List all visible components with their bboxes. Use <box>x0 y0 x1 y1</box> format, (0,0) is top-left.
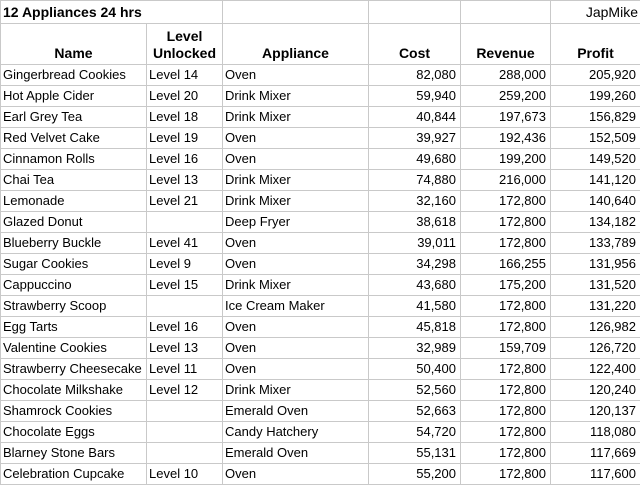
cell-level[interactable]: Level 14 <box>147 65 223 86</box>
header-profit[interactable]: Profit <box>551 24 640 65</box>
table-row <box>1 128 640 149</box>
header-cost[interactable]: Cost <box>369 24 461 65</box>
cell-appliance[interactable]: Emerald Oven <box>223 443 369 464</box>
cell-cost[interactable]: 52,560 <box>369 380 461 401</box>
cell-revenue[interactable]: 216,000 <box>461 170 551 191</box>
cell-cost[interactable]: 45,818 <box>369 317 461 338</box>
table-row <box>1 296 640 317</box>
table-row <box>1 170 640 191</box>
cell-level[interactable]: Level 9 <box>147 254 223 275</box>
header-level-line1: Level <box>167 28 203 44</box>
cell-cost[interactable]: 52,663 <box>369 401 461 422</box>
cell-cost[interactable]: 59,940 <box>369 86 461 107</box>
cell-level[interactable] <box>147 443 223 464</box>
cell-appliance[interactable]: Candy Hatchery <box>223 422 369 443</box>
cell-name[interactable]: Gingerbread Cookies <box>1 65 147 86</box>
cell-revenue[interactable]: 172,800 <box>461 359 551 380</box>
cell-level[interactable]: Level 11 <box>147 359 223 380</box>
table-row <box>1 254 640 275</box>
cell-level[interactable] <box>147 422 223 443</box>
cell-revenue[interactable]: 172,800 <box>461 191 551 212</box>
table-row <box>1 443 640 464</box>
cell-revenue[interactable]: 159,709 <box>461 338 551 359</box>
table-row <box>1 422 640 443</box>
cell-profit[interactable]: 126,982 <box>551 317 640 338</box>
cell-revenue[interactable]: 199,200 <box>461 149 551 170</box>
cell-level[interactable]: Level 13 <box>147 338 223 359</box>
header-appliance[interactable]: Appliance <box>223 24 369 65</box>
cell-level[interactable]: Level 15 <box>147 275 223 296</box>
cell-revenue[interactable]: 172,800 <box>461 422 551 443</box>
cell-appliance[interactable]: Drink Mixer <box>223 170 369 191</box>
cell-name[interactable]: Strawberry Scoop <box>1 296 147 317</box>
cell-cost[interactable]: 74,880 <box>369 170 461 191</box>
cell-appliance[interactable]: Emerald Oven <box>223 401 369 422</box>
empty-cell[interactable] <box>369 1 461 24</box>
cell-name[interactable]: Valentine Cookies <box>1 338 147 359</box>
cell-level[interactable]: Level 21 <box>147 191 223 212</box>
cell-revenue[interactable]: 288,000 <box>461 65 551 86</box>
cell-cost[interactable]: 32,989 <box>369 338 461 359</box>
cell-revenue[interactable]: 172,800 <box>461 401 551 422</box>
cell-name[interactable]: Celebration Cupcake <box>1 464 147 485</box>
cell-profit[interactable]: 140,640 <box>551 191 640 212</box>
cell-profit[interactable]: 120,137 <box>551 401 640 422</box>
cell-cost[interactable]: 40,844 <box>369 107 461 128</box>
cell-profit[interactable]: 156,829 <box>551 107 640 128</box>
cell-name[interactable]: Chocolate Eggs <box>1 422 147 443</box>
cell-name[interactable]: Cinnamon Rolls <box>1 149 147 170</box>
cell-profit[interactable]: 122,400 <box>551 359 640 380</box>
cell-name[interactable]: Chai Tea <box>1 170 147 191</box>
table-row <box>1 275 640 296</box>
cell-name[interactable]: Glazed Donut <box>1 212 147 233</box>
cell-revenue[interactable]: 192,436 <box>461 128 551 149</box>
cell-appliance[interactable]: Drink Mixer <box>223 275 369 296</box>
cell-appliance[interactable]: Drink Mixer <box>223 380 369 401</box>
cell-appliance[interactable]: Oven <box>223 149 369 170</box>
cell-name[interactable]: Earl Grey Tea <box>1 107 147 128</box>
table-row <box>1 338 640 359</box>
cell-level[interactable]: Level 12 <box>147 380 223 401</box>
cell-profit[interactable]: 131,520 <box>551 275 640 296</box>
cell-revenue[interactable]: 172,800 <box>461 296 551 317</box>
cell-cost[interactable]: 41,580 <box>369 296 461 317</box>
cell-appliance[interactable]: Oven <box>223 128 369 149</box>
cell-name[interactable]: Blueberry Buckle <box>1 233 147 254</box>
cell-revenue[interactable]: 172,800 <box>461 443 551 464</box>
cell-cost[interactable]: 32,160 <box>369 191 461 212</box>
cell-cost[interactable]: 39,927 <box>369 128 461 149</box>
cell-name[interactable]: Strawberry Cheesecake <box>1 359 147 380</box>
table-row <box>1 149 640 170</box>
cell-name[interactable]: Hot Apple Cider <box>1 86 147 107</box>
cell-revenue[interactable]: 166,255 <box>461 254 551 275</box>
cell-revenue[interactable]: 172,800 <box>461 464 551 485</box>
cell-appliance[interactable]: Oven <box>223 359 369 380</box>
table-row <box>1 191 640 212</box>
header-row <box>1 24 640 65</box>
cell-level[interactable]: Level 10 <box>147 464 223 485</box>
cell-name[interactable]: Blarney Stone Bars <box>1 443 147 464</box>
cell-profit[interactable]: 205,920 <box>551 65 640 86</box>
cell-cost[interactable]: 38,618 <box>369 212 461 233</box>
cell-appliance[interactable]: Oven <box>223 254 369 275</box>
cell-level[interactable] <box>147 212 223 233</box>
cell-cost[interactable]: 50,400 <box>369 359 461 380</box>
table-row <box>1 107 640 128</box>
table-row <box>1 380 640 401</box>
empty-cell[interactable] <box>461 1 551 24</box>
cell-profit[interactable]: 120,240 <box>551 380 640 401</box>
cell-appliance[interactable]: Oven <box>223 464 369 485</box>
cell-appliance[interactable]: Ice Cream Maker <box>223 296 369 317</box>
cell-appliance[interactable]: Oven <box>223 338 369 359</box>
table-row <box>1 233 640 254</box>
cell-profit[interactable]: 131,220 <box>551 296 640 317</box>
cell-level[interactable]: Level 18 <box>147 107 223 128</box>
header-revenue[interactable]: Revenue <box>461 24 551 65</box>
table-row <box>1 464 640 485</box>
table-row <box>1 65 640 86</box>
table-row <box>1 86 640 107</box>
header-name[interactable]: Name <box>1 24 147 65</box>
cell-name[interactable]: Egg Tarts <box>1 317 147 338</box>
cell-profit[interactable]: 126,720 <box>551 338 640 359</box>
cell-name[interactable]: Lemonade <box>1 191 147 212</box>
sheet-credit[interactable]: JapMike <box>551 1 640 24</box>
cell-profit[interactable]: 149,520 <box>551 149 640 170</box>
cell-profit[interactable]: 134,182 <box>551 212 640 233</box>
cell-revenue[interactable]: 175,200 <box>461 275 551 296</box>
cell-appliance[interactable]: Drink Mixer <box>223 191 369 212</box>
cell-cost[interactable]: 43,680 <box>369 275 461 296</box>
header-level-unlocked[interactable] <box>147 24 223 65</box>
cell-name[interactable]: Cappuccino <box>1 275 147 296</box>
table-row <box>1 401 640 422</box>
table-row <box>1 317 640 338</box>
cell-cost[interactable]: 55,131 <box>369 443 461 464</box>
cell-appliance[interactable]: Deep Fryer <box>223 212 369 233</box>
cell-appliance[interactable]: Drink Mixer <box>223 107 369 128</box>
cell-level[interactable] <box>147 296 223 317</box>
cell-level[interactable]: Level 20 <box>147 86 223 107</box>
cell-name[interactable]: Chocolate Milkshake <box>1 380 147 401</box>
header-level-line2: Unlocked <box>153 45 216 61</box>
cell-name[interactable]: Shamrock Cookies <box>1 401 147 422</box>
cell-profit[interactable]: 141,120 <box>551 170 640 191</box>
table-row <box>1 212 640 233</box>
cell-level[interactable]: Level 16 <box>147 149 223 170</box>
cell-profit[interactable]: 118,080 <box>551 422 640 443</box>
title-row <box>1 1 640 24</box>
cell-appliance[interactable]: Oven <box>223 233 369 254</box>
cell-level[interactable]: Level 41 <box>147 233 223 254</box>
sheet-title[interactable]: 12 Appliances 24 hrs <box>1 1 223 24</box>
cell-name[interactable]: Sugar Cookies <box>1 254 147 275</box>
cell-cost[interactable]: 55,200 <box>369 464 461 485</box>
cell-revenue[interactable]: 197,673 <box>461 107 551 128</box>
cell-level[interactable] <box>147 401 223 422</box>
cell-level[interactable]: Level 16 <box>147 317 223 338</box>
cell-cost[interactable]: 39,011 <box>369 233 461 254</box>
cell-cost[interactable]: 82,080 <box>369 65 461 86</box>
cell-profit[interactable]: 117,600 <box>551 464 640 485</box>
cell-appliance[interactable]: Oven <box>223 317 369 338</box>
cell-revenue[interactable]: 259,200 <box>461 86 551 107</box>
cell-level[interactable]: Level 19 <box>147 128 223 149</box>
cell-revenue[interactable]: 172,800 <box>461 380 551 401</box>
cell-cost[interactable]: 34,298 <box>369 254 461 275</box>
table-row <box>1 359 640 380</box>
cell-profit[interactable]: 152,509 <box>551 128 640 149</box>
cell-profit[interactable]: 133,789 <box>551 233 640 254</box>
empty-cell[interactable] <box>223 1 369 24</box>
cell-profit[interactable]: 199,260 <box>551 86 640 107</box>
cell-cost[interactable]: 54,720 <box>369 422 461 443</box>
cell-level[interactable]: Level 13 <box>147 170 223 191</box>
cell-revenue[interactable]: 172,800 <box>461 212 551 233</box>
cell-revenue[interactable]: 172,800 <box>461 233 551 254</box>
cell-revenue[interactable]: 172,800 <box>461 317 551 338</box>
cell-name[interactable]: Red Velvet Cake <box>1 128 147 149</box>
cell-profit[interactable]: 117,669 <box>551 443 640 464</box>
cell-appliance[interactable]: Drink Mixer <box>223 86 369 107</box>
cell-profit[interactable]: 131,956 <box>551 254 640 275</box>
cell-appliance[interactable]: Oven <box>223 65 369 86</box>
cell-cost[interactable]: 49,680 <box>369 149 461 170</box>
